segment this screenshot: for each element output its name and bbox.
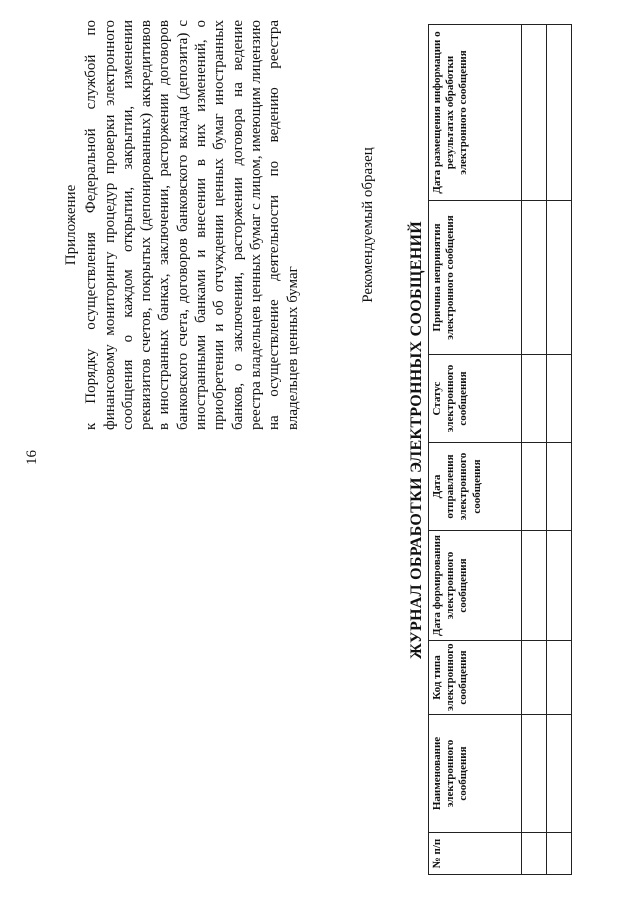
table-cell — [547, 25, 572, 201]
table-row — [547, 25, 572, 875]
table-cell — [547, 443, 572, 531]
table-cell — [522, 443, 547, 531]
table-cell — [522, 201, 547, 355]
journal-title: ЖУРНАЛ ОБРАБОТКИ ЭЛЕКТРОННЫХ СООБЩЕНИЙ — [408, 221, 425, 659]
col-header-publication-date: Дата размещения информации о результатах обработки электронного сообщения — [429, 25, 522, 201]
table-cell — [547, 531, 572, 641]
table-cell — [547, 201, 572, 355]
table-cell — [547, 355, 572, 443]
table-cell — [522, 641, 547, 715]
col-header-message-name: Наименование электронного сообщения — [429, 715, 522, 833]
appendix-title: Приложение — [63, 184, 79, 266]
table-cell — [547, 833, 572, 875]
appendix-block — [62, 20, 302, 430]
table-cell — [547, 715, 572, 833]
journal-table — [428, 24, 572, 875]
col-header-creation-date: Дата формирования электронного сообщения — [429, 531, 522, 641]
table-cell — [522, 833, 547, 875]
journal-header-row — [429, 25, 522, 875]
table-cell — [547, 641, 572, 715]
table-row — [522, 25, 547, 875]
table-cell — [522, 25, 547, 201]
col-header-send-date: Дата отправления электронного сообщения — [429, 443, 522, 531]
col-header-status: Статус электронного сообщения — [429, 355, 522, 443]
table-cell — [522, 355, 547, 443]
page-number: 16 — [24, 450, 40, 465]
col-header-rejection-reason: Причина непринятия электронного сообщения — [429, 201, 522, 355]
col-header-number: № п/п — [429, 833, 522, 875]
col-header-type-code: Код типа электронного сообщения — [429, 641, 522, 715]
table-cell — [522, 531, 547, 641]
table-cell — [522, 715, 547, 833]
appendix-text: к Порядку осуществления Федеральной службой по финансовому мониторингу процедур проверки электронного сообщения о каждом открытии, закрытии, изменении реквизитов счетов, покрытых (депонированных) аккредитивов в иностранных банках, заключении, расторжении договоров банковского счета, договоров банковского вклада (депозита) с иностранными банками и внесении в них изменений, о приобретении и об отчуждении ценных бумаг иностранных банков, о заключении, расторжении договора на ведение реестра владельцев ценных бумаг с лицом, имеющим лицензию на осуществление деятельности по ведению реестра владельцев ценных бумаг — [83, 20, 301, 430]
sample-label: Рекомендуемый образец — [360, 147, 376, 303]
